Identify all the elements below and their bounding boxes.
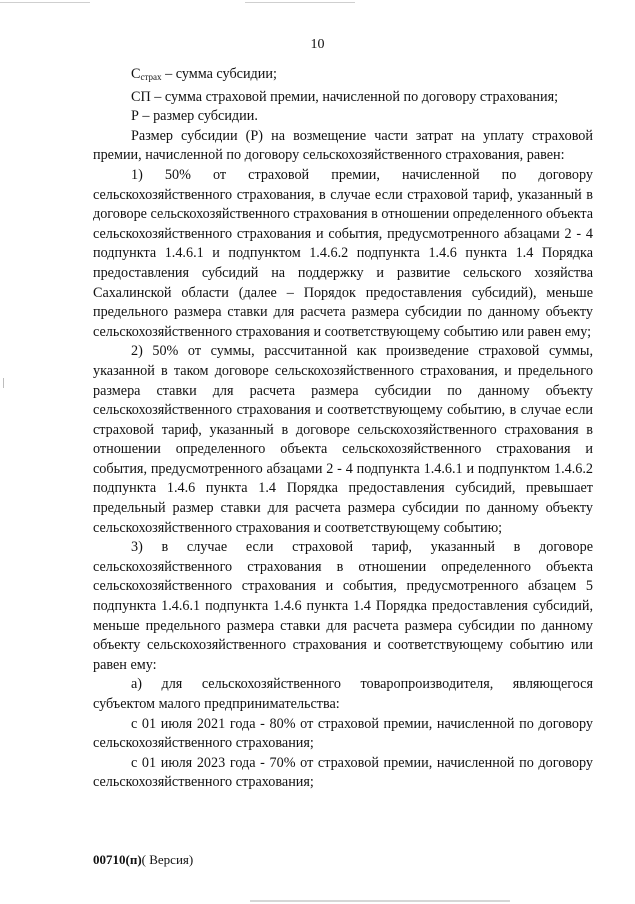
paragraph-rate-2021: с 01 июля 2021 года - 80% от страховой премии, начисленной по договору сельскохозяйственного страхования; (93, 715, 593, 752)
definition-line: Р – размер субсидии. (131, 108, 258, 125)
scan-artifact-line (250, 900, 510, 902)
page-number: 10 (310, 37, 325, 52)
definition-line (93, 65, 593, 88)
definition-symbol: C (131, 66, 141, 82)
paragraph-intro: Размер субсидии (Р) на возмещение части затрат на уплату страховой премии, начисленной по договору сельскохозяйственного страхования, равен: (93, 127, 593, 164)
scan-artifact-line (245, 2, 355, 3)
scan-edge-mark (3, 378, 4, 388)
document-body (93, 65, 593, 793)
definition-subscript: страх (140, 72, 162, 82)
definition-text: – сумма субсидии; (161, 66, 277, 82)
paragraph-subitem-a: а) для сельскохозяйственного товаропроизводителя, являющегося субъектом малого предпринимательства: (93, 676, 593, 712)
footer-code: 00710(п) (93, 852, 142, 867)
definition-line: СП – сумма страховой премии, начисленной по договору страхования; (131, 88, 559, 105)
scan-artifact-line (0, 2, 90, 3)
paragraph-item-3: 3) в случае если страховой тариф, указанный в договоре сельскохозяйственного страхования в отношении определенного объекта сельскохозяйственного страхования и события, предусмотренного абзацем 5 подпункта 1.4.6.1 подпункта 1.4.6 пункта 1.4 Порядка предоставления субсидий, меньше предельного размера ставки для расчета размера субсидии по данному объекту сельскохозяйственного страхования и соответствующему событию или равен ему: (93, 539, 593, 673)
footer-version: ( Версия) (141, 852, 194, 867)
document-footer (93, 852, 193, 868)
paragraph-rate-2023: с 01 июля 2023 года - 70% от страховой премии, начисленной по договору сельскохозяйственного страхования; (93, 754, 593, 791)
paragraph-item-2: 2) 50% от суммы, рассчитанной как произведение страховой суммы, указанной в таком договоре сельскохозяйственного страхования, и предельного размера ставки для расчета размера субсидии по данному объекту сельскохозяйственного страхования и соответствующему событию, в случае если страховой тариф, указанный в договоре сельскохозяйственного страхования в отношении определенного объекта сельскохозяйственного страхования и события, предусмотренного абзацами 2 - 4 подпункта 1.4.6.1 и подпунктом 1.4.6.2 подпункта 1.4.6 пункта 1.4 Порядка предоставления субсидий, превышает предельный размер ставки для расчета размера субсидии по данному объекту сельскохозяйственного страхования и соответствующему событию; (93, 343, 593, 536)
paragraph-item-1: 1) 50% от страховой премии, начисленной по договору сельскохозяйственного страхования, в случае если страховой тариф, указанный в договоре сельскохозяйственного страхования в отношении определенного объекта сельскохозяйственного страхования и события, предусмотренного абзацами 2 - 4 подпункта 1.4.6.1 и подпунктом 1.4.6.2 подпункта 1.4.6 пункта 1.4 Порядка предоставления субсидий на поддержку и развитие сельского хозяйства Сахалинской области (далее – Порядок предоставления субсидий), меньше предельного размера ставки для расчета размера субсидии по данному объекту сельскохозяйственного страхования и соответствующему событию или равен ему; (93, 166, 593, 340)
